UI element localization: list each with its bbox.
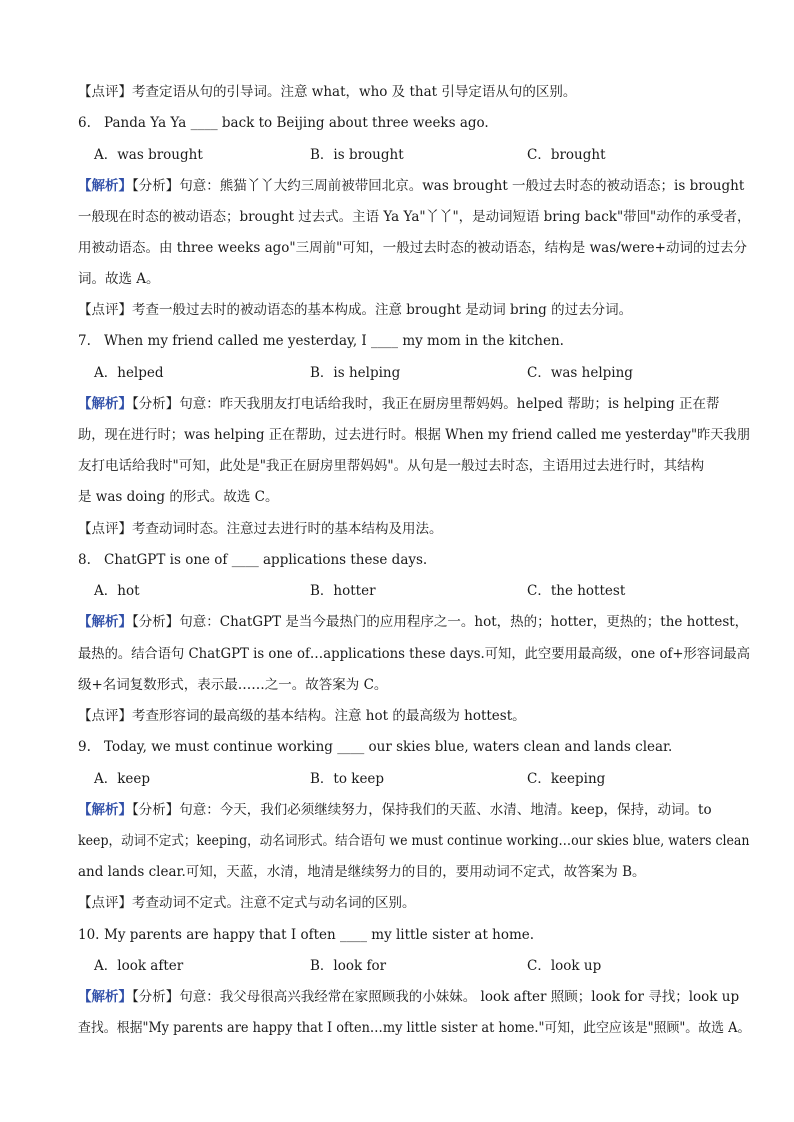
analysis-tag: 【解析】 [78,396,132,412]
comment-text: 考查形容词的最高级的基本结构。注意 hot 的最高级为 hottest。 [132,708,526,724]
question-9-stem [78,738,750,756]
comment-label: 【点评】 [78,895,132,911]
analysis-line: 查找。根据"My parents are happy that I often…my little sister at home."可知，此空应该是"照顾"。故选 A。 [78,1020,751,1036]
option-a: A．helped [94,365,164,381]
question-number: 10. [78,927,100,943]
comment-line [78,83,750,101]
question-number: 7. [78,333,91,349]
analysis-tag: 【解析】 [78,178,132,194]
analysis-line: 用被动语态。由 three weeks ago"三周前"可知，一般过去时态的被动语态，结构是 was/were+动词的过去分 [78,240,747,256]
option-b: B．look for [310,958,387,974]
comment-label: 【点评】 [78,84,132,100]
analysis-line: 【解析】【分析】句意：昨天我朋友打电话给我时，我正在厨房里帮妈妈。helped 帮助；is helping 正在帮 [78,396,720,412]
analysis-line: keep，动词不定式；keeping，动名词形式。结合语句 we must continue working…our skies blue, waters clean [78,833,750,849]
option-a: A．hot [94,583,140,599]
comment-text: 考查动词时态。注意过去进行时的基本结构及用法。 [132,521,443,537]
question-text: Today, we must continue working ____ our skies blue, waters clean and lands clear. [104,739,673,755]
question-7-stem [78,332,750,350]
analysis-line: 【解析】【分析】句意：熊猫丫丫大约三周前被带回北京。was brought 一般过去时态的被动语态；is brought [78,178,745,194]
comment-line [78,894,750,912]
analysis-tag: 【解析】 [78,614,132,630]
analysis-line: 【解析】【分析】句意：今天，我们必须继续努力，保持我们的天蓝、水清、地清。keep，保持，动词。to [78,802,712,818]
comment-label: 【点评】 [78,302,132,318]
option-b: B．is brought [310,147,404,163]
analysis-line: 最热的。结合语句 ChatGPT is one of…applications these days.可知，此空要用最高级，one of+形容词最高 [78,646,750,662]
comment-label: 【点评】 [78,708,132,724]
analysis-line: 级+名词复数形式，表示最……之一。故答案为 C。 [78,677,388,693]
option-a: A．look after [94,958,184,974]
analysis-tag: 【解析】 [78,989,132,1005]
option-a: A．was brought [94,147,203,163]
analysis-line: 助，现在进行时；was helping 正在帮助，过去进行时。根据 When my friend called me yesterday"昨天我朋 [78,427,751,443]
comment-text: 考查动词不定式。注意不定式与动名词的区别。 [132,895,416,911]
comment-line [78,520,750,538]
analysis-line: 【解析】【分析】句意：我父母很高兴我经常在家照顾我的小妹妹。 look after 照顾；look for 寻找；look up [78,989,740,1005]
analysis-line: 友打电话给我时"可知，此处是"我正在厨房里帮妈妈"。从句是一般过去时态，主语用过去进行时，其结构 [78,458,705,474]
question-text: When my friend called me yesterday, I ____ my mom in the kitchen. [104,333,564,349]
option-b: B．is helping [310,365,401,381]
question-10-stem [78,926,750,944]
option-c: C．brought [527,147,606,163]
question-number: 9. [78,739,91,755]
question-number: 6. [78,115,91,131]
option-b: B．to keep [310,771,385,787]
question-number: 8. [78,552,91,568]
option-c: C．keeping [527,771,606,787]
analysis-line: 【解析】【分析】句意：ChatGPT 是当今最热门的应用程序之一。hot，热的；hotter，更热的；the hottest， [78,614,749,630]
option-a: A．keep [94,771,151,787]
question-8-stem [78,551,750,569]
option-c: C．was helping [527,365,633,381]
question-text: ChatGPT is one of ____ applications these days. [104,552,428,568]
question-text: My parents are happy that I often ____ my little sister at home. [104,927,535,943]
analysis-tag: 【解析】 [78,802,132,818]
option-c: C．the hottest [527,583,626,599]
comment-label: 【点评】 [78,521,132,537]
question-text: Panda Ya Ya ____ back to Beijing about three weeks ago. [104,115,489,131]
comment-text: 考查一般过去时的被动语态的基本构成。注意 brought 是动词 bring 的过去分词。 [132,302,633,318]
comment-text: 考查定语从句的引导词。注意 what，who 及 that 引导定语从句的区别。 [132,84,577,100]
option-b: B．hotter [310,583,376,599]
analysis-line: 一般现在时态的被动语态；brought 过去式。主语 Ya Ya"丫丫"，是动词短语 bring back"带回"动作的承受者， [78,209,751,225]
analysis-line: and lands clear.可知，天蓝，水清，地清是继续努力的目的，要用动词不定式，故答案为 B。 [78,864,646,880]
comment-line [78,707,750,725]
option-c: C．look up [527,958,602,974]
analysis-line: 词。故选 A。 [78,271,160,287]
analysis-line: 是 was doing 的形式。故选 C。 [78,489,279,505]
question-6-stem [78,114,750,132]
comment-line [78,301,750,319]
